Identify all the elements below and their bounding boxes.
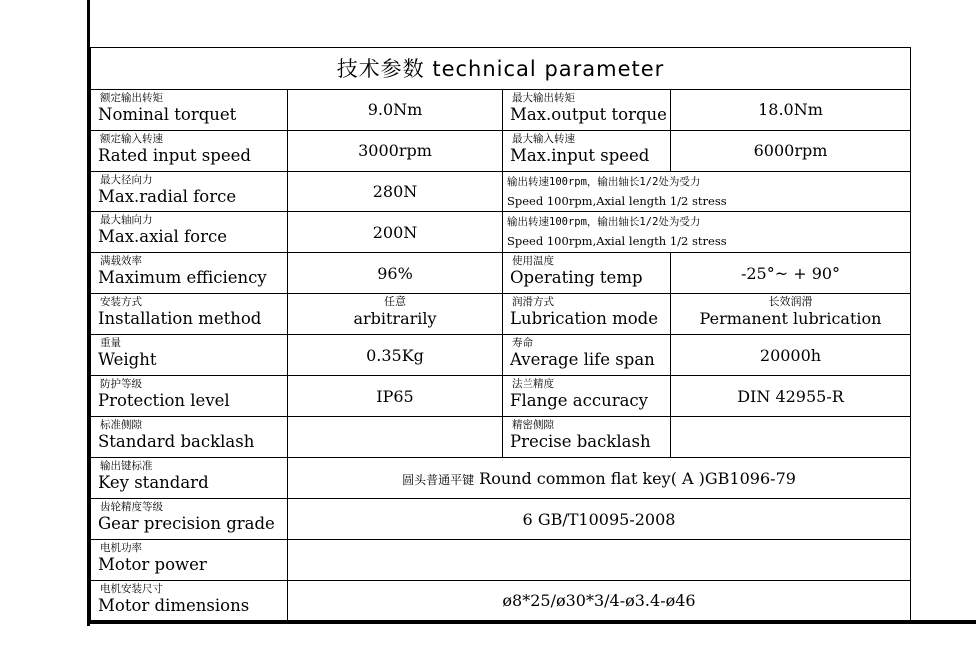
param-label: 标准侧隙 Standard backlash bbox=[91, 417, 288, 458]
param-value: 18.0Nm bbox=[671, 89, 911, 130]
param-label: 电机安装尺寸 Motor dimensions bbox=[91, 580, 288, 621]
param-label: 润滑方式 Lubrication mode bbox=[503, 294, 671, 335]
param-label: 最大输出转矩 Max.output torque bbox=[503, 89, 671, 130]
param-label: 使用温度 Operating temp bbox=[503, 253, 671, 294]
table-title: 技术参数 technical parameter bbox=[91, 48, 911, 90]
param-value-wide: 6 GB/T10095-2008 bbox=[288, 499, 911, 540]
table-row bbox=[91, 458, 911, 499]
table-row bbox=[91, 212, 911, 253]
param-value: 96% bbox=[288, 253, 503, 294]
param-label: 最大轴向力 Max.axial force bbox=[91, 212, 288, 253]
param-label: 防护等级 Protection level bbox=[91, 376, 288, 417]
param-value: 20000h bbox=[671, 335, 911, 376]
table-row bbox=[91, 89, 911, 130]
drawing-frame-bottom bbox=[87, 620, 976, 624]
param-label: 重量 Weight bbox=[91, 335, 288, 376]
table-row bbox=[91, 294, 911, 335]
table-row bbox=[91, 580, 911, 621]
table-row bbox=[91, 130, 911, 171]
param-label: 最大输入转速 Max.input speed bbox=[503, 130, 671, 171]
param-label: 精密侧隙 Precise backlash bbox=[503, 417, 671, 458]
param-value: 3000rpm bbox=[288, 130, 503, 171]
param-value: -25°~ + 90° bbox=[671, 253, 911, 294]
param-label: 法兰精度 Flange accuracy bbox=[503, 376, 671, 417]
param-label: 寿命 Average life span bbox=[503, 335, 671, 376]
param-label: 电机功率 Motor power bbox=[91, 539, 288, 580]
param-value: 6000rpm bbox=[671, 130, 911, 171]
param-value: 280N bbox=[288, 171, 503, 212]
table-row bbox=[91, 376, 911, 417]
param-value-wide bbox=[288, 539, 911, 580]
param-label: 额定输出转矩 Nominal torquet bbox=[91, 89, 288, 130]
table-row bbox=[91, 499, 911, 540]
param-label: 最大径向力 Max.radial force bbox=[91, 171, 288, 212]
param-value: 任意 arbitrarily bbox=[288, 294, 503, 335]
table-row bbox=[91, 417, 911, 458]
table-row bbox=[91, 539, 911, 580]
param-value: DIN 42955-R bbox=[671, 376, 911, 417]
table-row bbox=[91, 253, 911, 294]
param-value: IP65 bbox=[288, 376, 503, 417]
table-title-row bbox=[91, 48, 911, 90]
param-label: 满载效率 Maximum efficiency bbox=[91, 253, 288, 294]
param-value: 200N bbox=[288, 212, 503, 253]
param-note: 输出转速100rpm，输出轴长1/2处为受力 Speed 100rpm,Axial length 1/2 stress bbox=[503, 212, 911, 253]
param-value-wide: ø8*25/ø30*3/4-ø3.4-ø46 bbox=[288, 580, 911, 621]
param-value: 0.35Kg bbox=[288, 335, 503, 376]
technical-parameter-table bbox=[90, 47, 911, 622]
param-value: 长效润滑 Permanent lubrication bbox=[671, 294, 911, 335]
param-note: 输出转速100rpm，输出轴长1/2处为受力 Speed 100rpm,Axial length 1/2 stress bbox=[503, 171, 911, 212]
param-value: 9.0Nm bbox=[288, 89, 503, 130]
table-row bbox=[91, 335, 911, 376]
param-label: 安装方式 Installation method bbox=[91, 294, 288, 335]
param-label: 输出键标准 Key standard bbox=[91, 458, 288, 499]
param-value bbox=[671, 417, 911, 458]
param-value bbox=[288, 417, 503, 458]
param-value-wide: 圆头普通平键 Round common flat key( A )GB1096-79 bbox=[288, 458, 911, 499]
param-label: 额定输入转速 Rated input speed bbox=[91, 130, 288, 171]
table-row bbox=[91, 171, 911, 212]
param-label: 齿轮精度等级 Gear precision grade bbox=[91, 499, 288, 540]
